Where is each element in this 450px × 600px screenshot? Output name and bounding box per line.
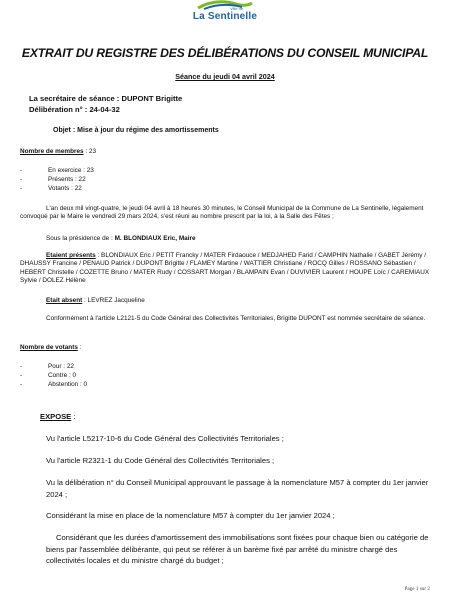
logo-swoosh-icon	[196, 0, 254, 10]
membres-list	[20, 166, 94, 193]
secretaire-value: DUPONT Brigitte	[121, 94, 183, 103]
list-item: - Présents : 22	[20, 175, 94, 184]
presents-paragraph	[20, 252, 430, 286]
deliberation-label: Délibération n° :	[29, 105, 88, 114]
logo-prefix: Ville de	[230, 6, 244, 11]
secretaire-line	[29, 95, 182, 103]
presents-text: : BLONDIAUX Eric / PETIT Francky / MATER Firdaouce / MEDJAHED Farid / CAMPHIN Nathalie / GABET Jérémy / DHAUSSY Francine / PENAUD Patrick / DUPONT Brigitte / FLAMEY Martine / WATTIER Christiane / ROCQ Gilles / ROSSANO Sébastien / HEBERT Christelle / COZETTE Bruno / MATER Rudy / COSSART Morgan / BLAMPAIN Evan / DUVIVIER Laurent / HOUPE Loïc / CAREMIAUX Sylvie / DOLEZ Hélène	[20, 252, 430, 285]
membres-line	[20, 148, 96, 156]
secretaire-paragraph: Conformément à l'article L2121-5 du Code Général des Collectivités Territoriales, Brigitte DUPONT est nommée secrétaire de séance.	[46, 315, 426, 322]
objet-line: Objet : Mise à jour du régime des amortissements	[53, 127, 219, 134]
list-item: - En exercice : 23	[20, 166, 94, 175]
presidence-value: M. BLONDIAUX Eric, Maire	[114, 235, 196, 242]
list-item: - Contre : 0	[20, 371, 87, 380]
absents-line	[46, 297, 145, 305]
vu-article-2: Vu l'article R2321-1 du Code Général des Collectivités Territoriales ;	[46, 456, 275, 465]
expose-line	[40, 411, 75, 423]
presents-label: Etaient présents	[46, 252, 96, 259]
list-item: - Votants : 22	[20, 184, 94, 193]
vu-deliberation: Vu la délibération n° du Conseil Municipal approuvant le passage à la nomenclature M57 à compter du 1er janvier 2024 ;	[46, 478, 429, 499]
deliberation-line	[29, 106, 120, 114]
considerant-1: Considérant la mise en place de la nomenclature M57 à compter du 1er janvier 2024 ;	[46, 511, 335, 520]
document-title: EXTRAIT DU REGISTRE DES DÉLIBÉRATIONS DU CONSEIL MUNICIPAL	[21, 46, 429, 60]
votants-list	[20, 362, 87, 389]
expose-suffix: :	[71, 412, 76, 421]
logo-name: La Sentinelle	[192, 11, 258, 22]
votants-line	[20, 344, 81, 352]
seance-date: Séance du jeudi 04 avril 2024	[175, 72, 275, 81]
votants-value: :	[77, 344, 82, 351]
membres-value: : 23	[83, 148, 97, 155]
considerant-2: Considérant que les durées d'amortissement des immobilisations sont fixées pour chaque bien ou catégorie de biens par l'assemblée délibérante, qui peut se référer à un barème fixé par arrêté du ministre chargé des collectivités locales et du ministre chargé du budget ;	[46, 533, 429, 565]
page-number: Page 1 sur 2	[404, 586, 430, 592]
vu-article-1: Vu l'article L5217-10-6 du Code Général des Collectivités Territoriales ;	[46, 434, 284, 443]
absents-text: : LEVREZ Jacqueline	[82, 297, 145, 304]
absents-label: Etait absent	[46, 297, 83, 304]
list-item: - Abstention : 0	[20, 380, 87, 389]
votants-label: Nombre de votants	[20, 344, 78, 351]
secretaire-label: La secrétaire de séance :	[29, 94, 120, 103]
deliberation-value: 24-04-32	[89, 105, 120, 114]
membres-label: Nombre de membres	[20, 148, 84, 155]
presidence-line	[46, 235, 196, 243]
presidence-label: Sous la présidence de :	[46, 235, 113, 242]
expose-label: EXPOSE	[40, 412, 72, 421]
list-item: - Pour : 22	[20, 362, 87, 371]
intro-paragraph: L'an deux mil vingt-quatre, le jeudi 04 avril à 18 heures 30 minutes, le Conseil Municipal de la Commune de La Sentinelle, légalement convoqué par le Maire le vendredi 29 mars 2024, s'est réuni au nombre prescrit par la loi, à la Salle des Fêtes ;	[20, 205, 424, 221]
town-logo	[186, 0, 264, 24]
